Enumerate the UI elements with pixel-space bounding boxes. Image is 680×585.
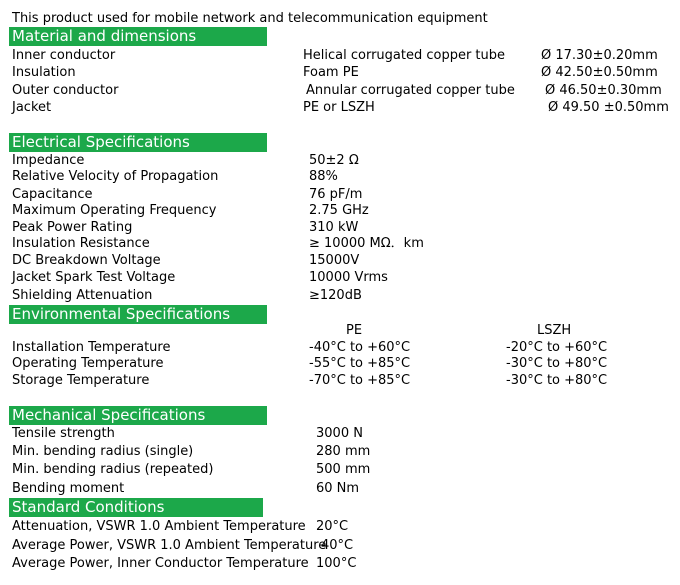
row-value: 10000 Vrms	[309, 270, 388, 285]
row-value: Ø 42.50±0.50mm	[541, 65, 658, 80]
row-value: 500 mm	[316, 462, 371, 477]
intro-text: This product used for mobile network and telecommunication equipment	[12, 11, 488, 26]
row-label: Outer conductor	[12, 83, 119, 98]
row-value: 280 mm	[316, 444, 371, 459]
section-header-material: Material and dimensions	[9, 27, 267, 46]
row-value: 100°C	[316, 556, 357, 571]
row-value: Ø 46.50±0.30mm	[545, 83, 662, 98]
row-label: Insulation Resistance	[12, 236, 150, 251]
row-label: Relative Velocity of Propagation	[12, 169, 219, 184]
row-desc: Foam PE	[303, 65, 359, 80]
row-label: Bending moment	[12, 481, 125, 496]
row-label: Maximum Operating Frequency	[12, 203, 217, 218]
row-label: Shielding Attenuation	[12, 288, 153, 303]
row-value: 2.75 GHz	[309, 203, 369, 218]
row-value: 50±2 Ω	[309, 153, 359, 168]
row-value: ≥120dB	[309, 288, 362, 303]
row-desc: PE or LSZH	[303, 100, 375, 115]
row-value: Ø 49.50 ±0.50mm	[548, 100, 669, 115]
row-value: 76 pF/m	[309, 187, 363, 202]
row-value-lszh: -30°C to +80°C	[506, 356, 608, 371]
section-header-mechanical: Mechanical Specifications	[9, 406, 267, 425]
row-label: Installation Temperature	[12, 340, 171, 355]
row-value: 88%	[309, 169, 338, 184]
row-label: Inner conductor	[12, 48, 116, 63]
row-value: 20°C	[316, 519, 349, 534]
section-header-standard: Standard Conditions	[9, 498, 263, 517]
row-label: Storage Temperature	[12, 373, 150, 388]
row-label: Capacitance	[12, 187, 93, 202]
row-value-pe: -70°C to +85°C	[309, 373, 411, 388]
row-value: ≥ 10000 MΩ．km	[309, 236, 424, 251]
row-label: Impedance	[12, 153, 85, 168]
row-label: Operating Temperature	[12, 356, 164, 371]
row-desc: Helical corrugated copper tube	[303, 48, 506, 63]
row-value: 3000 N	[316, 426, 363, 441]
row-label: Jacket	[12, 100, 52, 115]
row-value: 15000V	[309, 253, 360, 268]
row-value-pe: -40°C to +60°C	[309, 340, 411, 355]
row-label: Jacket Spark Test Voltage	[12, 270, 176, 285]
row-label: Average Power, VSWR 1.0 Ambient Temperature	[12, 538, 327, 553]
column-header-lszh: LSZH	[537, 323, 572, 338]
row-value-pe: -55°C to +85°C	[309, 356, 411, 371]
row-label: Peak Power Rating	[12, 220, 133, 235]
row-label: Attenuation, VSWR 1.0 Ambient Temperature	[12, 519, 306, 534]
row-label: Min. bending radius (single)	[12, 444, 194, 459]
section-header-electrical: Electrical Specifications	[9, 133, 267, 152]
row-desc: Annular corrugated copper tube	[306, 83, 515, 98]
row-label: Insulation	[12, 65, 76, 80]
row-value-lszh: -20°C to +60°C	[506, 340, 608, 355]
row-label: Min. bending radius (repeated)	[12, 462, 214, 477]
column-header-pe: PE	[346, 323, 363, 338]
row-label: DC Breakdown Voltage	[12, 253, 161, 268]
row-label: Average Power, Inner Conductor Temperature	[12, 556, 309, 571]
section-header-environmental: Environmental Specifications	[9, 305, 267, 324]
row-value: 310 kW	[309, 220, 359, 235]
row-value: Ø 17.30±0.20mm	[541, 48, 658, 63]
row-value: 40°C	[321, 538, 354, 553]
row-value-lszh: -30°C to +80°C	[506, 373, 608, 388]
row-value: 60 Nm	[316, 481, 360, 496]
row-label: Tensile strength	[12, 426, 115, 441]
